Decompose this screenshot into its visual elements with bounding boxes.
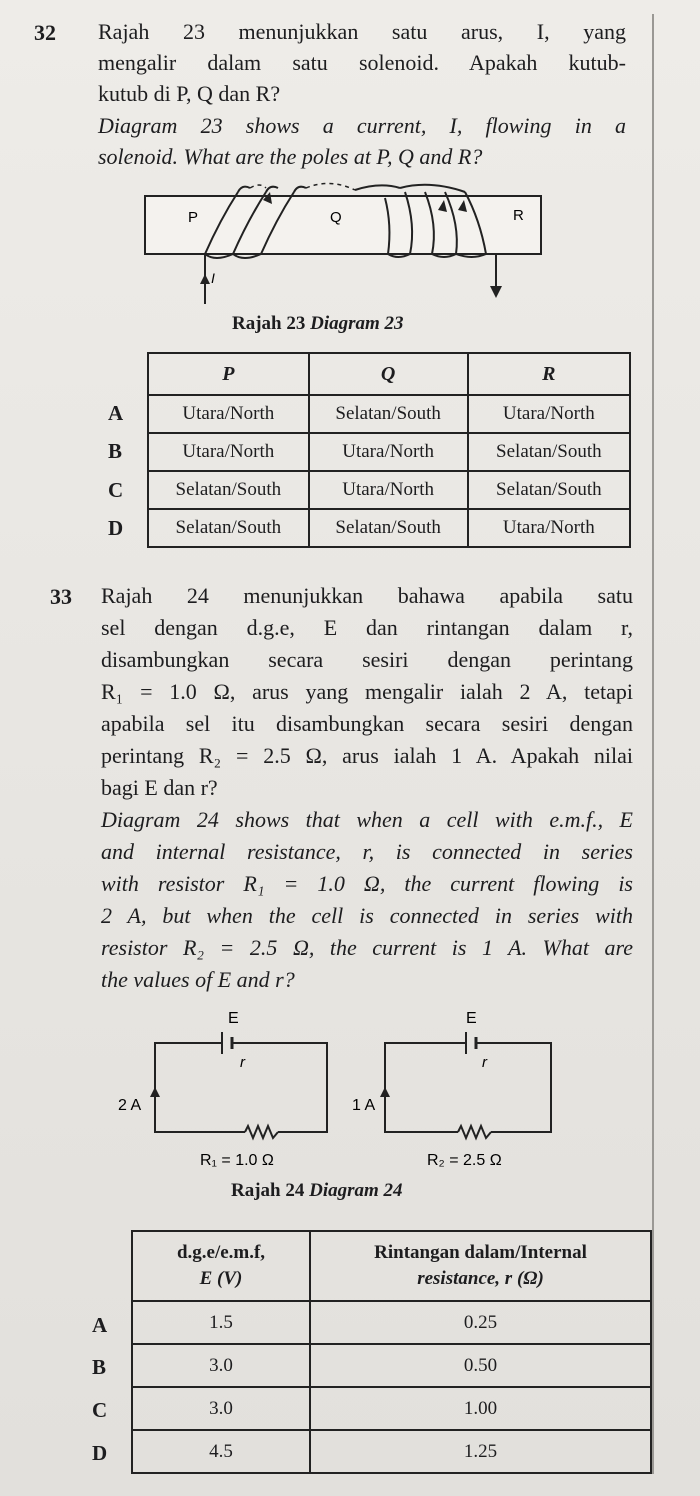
- q33-english-line-6: the values of E and r?: [101, 967, 295, 992]
- table-row: [132, 1344, 651, 1387]
- circuit-1: [155, 1032, 327, 1138]
- q33-a-emf: 1.5: [132, 1301, 310, 1344]
- q32-option-a-label: A: [108, 401, 124, 425]
- circuit-1-current: 2 A: [118, 1097, 142, 1114]
- diagram-23-caption: [232, 313, 404, 335]
- q33-header-resistance-line-1: Rintangan dalam/Internal: [374, 1242, 587, 1263]
- circuit-2-r: r: [482, 1054, 487, 1071]
- table-row: [132, 1301, 651, 1344]
- circuit-1-resistor: R₁ = 1.0 Ω: [200, 1152, 274, 1169]
- caption-24-malay: Rajah 24: [231, 1180, 305, 1201]
- q33-header-resistance: [310, 1231, 651, 1301]
- q32-header-p: P: [148, 353, 309, 395]
- q33-a-r: 0.25: [310, 1301, 651, 1344]
- q33-option-b-label: B: [92, 1355, 107, 1379]
- q32-header-r: R: [468, 353, 630, 395]
- circuit-2: [385, 1032, 551, 1138]
- q33-d-r: 1.25: [310, 1430, 651, 1473]
- q33-english-line-3: with resistor R₁ = 1.0 Ω, the current flowing is: [101, 871, 633, 896]
- circuit-2-emf: E: [466, 1010, 477, 1027]
- q32-option-d-label: D: [108, 516, 124, 540]
- q33-answer-table: [131, 1230, 652, 1474]
- q33-malay-line-6: perintang R₂ = 2.5 Ω, arus ialah 1 A. Apakah nilai: [101, 743, 633, 768]
- q32-b-r: Selatan/South: [468, 433, 630, 471]
- label-q: Q: [330, 209, 342, 226]
- q33-malay-line-1: Rajah 24 menunjukkan bahawa apabila satu: [101, 583, 633, 608]
- q33-b-emf: 3.0: [132, 1344, 310, 1387]
- circuit-1-current-arrow: [150, 1087, 160, 1097]
- q33-header-emf-line-2: E (V): [199, 1268, 243, 1289]
- table-row: [148, 395, 630, 433]
- table-row: [148, 433, 630, 471]
- q32-a-p: Utara/North: [148, 395, 309, 433]
- q32-c-r: Selatan/South: [468, 471, 630, 509]
- circuit-diagrams: [0, 1005, 700, 1175]
- q32-d-r: Utara/North: [468, 509, 630, 547]
- q32-b-p: Utara/North: [148, 433, 309, 471]
- q33-malay-line-7: bagi E dan r?: [101, 775, 218, 800]
- q33-option-d-label: D: [92, 1441, 108, 1465]
- circuit-1-r: r: [240, 1054, 245, 1071]
- circuit-2-current-arrow: [380, 1087, 390, 1097]
- label-i: I: [211, 270, 215, 286]
- q33-table-header: [132, 1231, 651, 1301]
- q33-english-line-4: 2 A, but when the cell is connected in series with: [101, 903, 633, 928]
- solenoid-core: [145, 196, 541, 254]
- q33-d-emf: 4.5: [132, 1430, 310, 1473]
- q33-english-line-2: and internal resistance, r, is connected in series: [101, 839, 633, 864]
- circuit-2-resistor: R₂ = 2.5 Ω: [427, 1152, 502, 1169]
- q33-header-resistance-line-2: resistance, r (Ω): [417, 1268, 544, 1289]
- solenoid-diagram: [0, 180, 700, 320]
- q33-malay-line-3: disambungkan secara sesiri dengan perintang: [101, 647, 633, 672]
- q33-malay-line-2: sel dengan d.g.e, E dan rintangan dalam r,: [101, 615, 633, 640]
- caption-23-malay: Rajah 23: [232, 313, 306, 334]
- q32-malay-line-1: Rajah 23 menunjukkan satu arus, I, yang: [98, 19, 626, 44]
- q33-malay-line-4: R₁ = 1.0 Ω, arus yang mengalir ialah 2 A, tetapi: [101, 679, 633, 704]
- q32-table-header: [148, 353, 630, 395]
- current-arrow: [200, 274, 210, 284]
- q32-option-c-label: C: [108, 478, 124, 502]
- q32-answer-table: [147, 352, 631, 548]
- question-32-text-english: [98, 110, 626, 172]
- question-32-text-malay: [98, 16, 626, 109]
- table-row: [132, 1387, 651, 1430]
- caption-24-english: Diagram 24: [309, 1180, 403, 1201]
- caption-23-english: Diagram 23: [310, 313, 404, 334]
- q33-option-a-label: A: [92, 1313, 108, 1337]
- q32-b-q: Utara/North: [309, 433, 468, 471]
- q32-d-q: Selatan/South: [309, 509, 468, 547]
- q33-malay-line-5: apabila sel itu disambungkan secara sesiri dengan: [101, 711, 633, 736]
- q33-c-r: 1.00: [310, 1387, 651, 1430]
- table-row: [148, 509, 630, 547]
- q33-option-c-label: C: [92, 1398, 108, 1422]
- question-33-number: 33: [50, 584, 72, 609]
- q33-header-emf-line-1: d.g.e/e.m.f,: [176, 1242, 266, 1263]
- q32-option-b-label: B: [108, 439, 123, 463]
- q32-malay-line-2: mengalir dalam satu solenoid. Apakah kutub-: [98, 50, 626, 75]
- question-33-text-english: [101, 804, 633, 996]
- q33-english-line-5: resistor R₂ = 2.5 Ω, the current is 1 A. What are: [101, 935, 633, 960]
- q33-c-emf: 3.0: [132, 1387, 310, 1430]
- table-row: [148, 471, 630, 509]
- label-p: P: [188, 209, 199, 226]
- lead-right-arrow: [490, 286, 502, 298]
- q32-english-line-1: Diagram 23 shows a current, I, flowing in a: [98, 113, 626, 138]
- label-r: R: [513, 207, 524, 224]
- table-row: [132, 1430, 651, 1473]
- q33-english-line-1: Diagram 24 shows that when a cell with e.m.f., E: [101, 807, 633, 832]
- q32-english-line-2: solenoid. What are the poles at P, Q and R?: [98, 144, 483, 169]
- question-33-text-malay: [101, 580, 633, 804]
- q33-b-r: 0.50: [310, 1344, 651, 1387]
- diagram-24-caption: [231, 1180, 403, 1202]
- q32-c-p: Selatan/South: [148, 471, 309, 509]
- circuit-2-current: 1 A: [352, 1097, 376, 1114]
- q32-d-p: Selatan/South: [148, 509, 309, 547]
- question-32-number: 32: [34, 20, 56, 45]
- q32-header-q: Q: [309, 353, 468, 395]
- q32-c-q: Utara/North: [309, 471, 468, 509]
- circuit-1-emf: E: [228, 1010, 239, 1027]
- q33-header-emf: [132, 1231, 310, 1301]
- q32-a-q: Selatan/South: [309, 395, 468, 433]
- q32-a-r: Utara/North: [468, 395, 630, 433]
- q32-malay-line-3: kutub di P, Q dan R?: [98, 81, 281, 106]
